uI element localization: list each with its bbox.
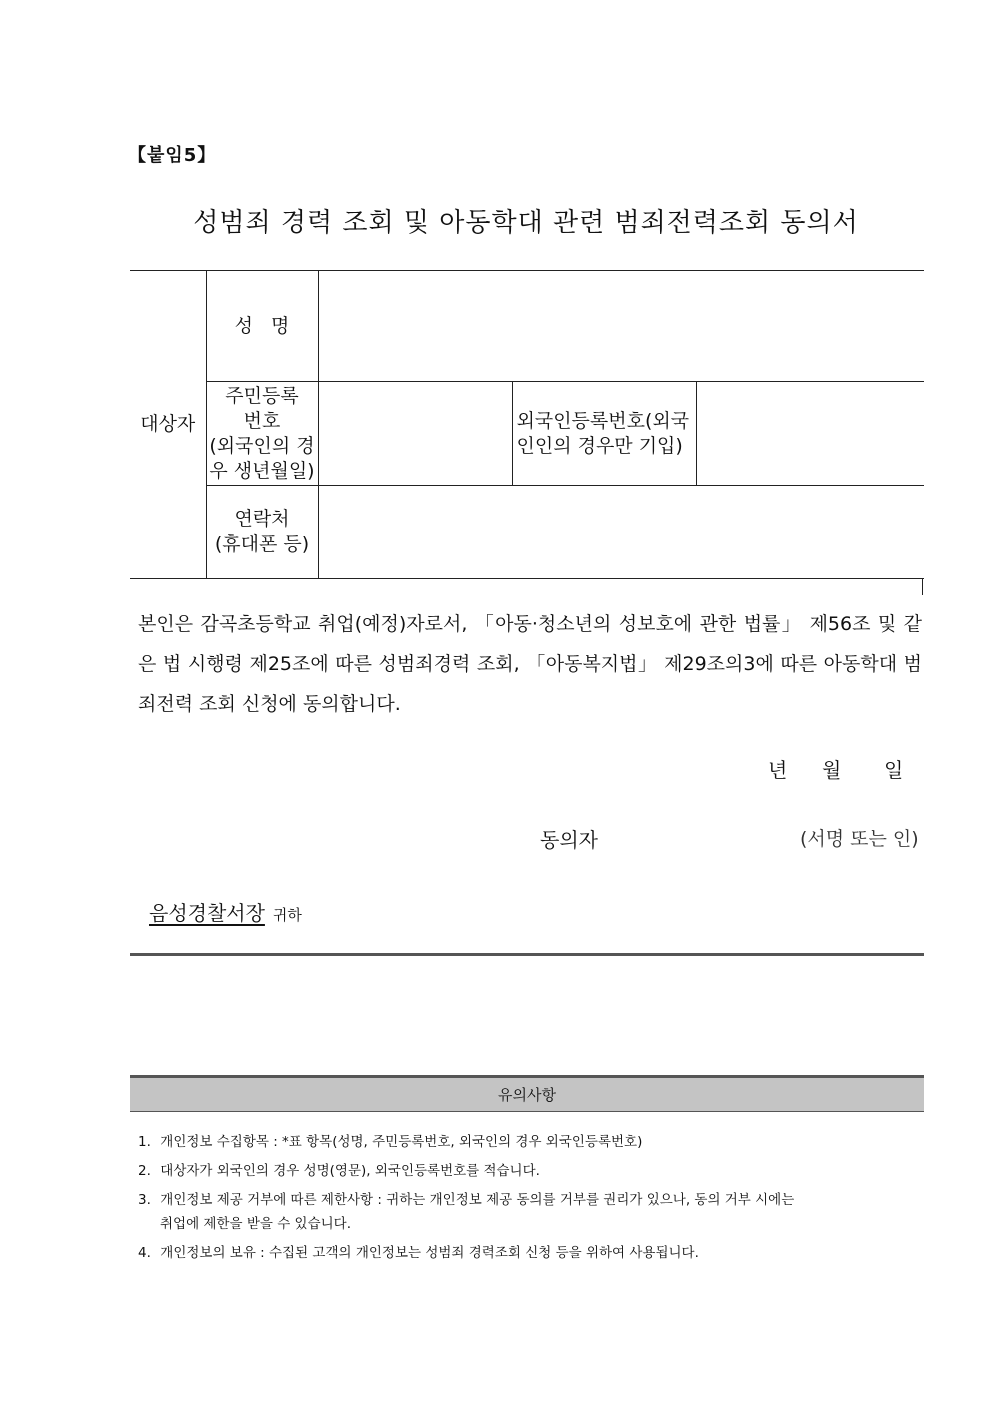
applicant-group-label: 대상자: [130, 271, 206, 579]
note-text: 개인정보 제공 거부에 따른 제한사항 : 귀하는 개인정보 제공 동의를 거부를 권리가 있으나, 동의 거부 시에는: [160, 1192, 795, 1208]
consent-statement: 본인은 감곡초등학교 취업(예정)자로서, 「아동·청소년의 성보호에 관한 법률」 제56조 및 같은 법 시행령 제25조에 따른 성범죄경력 조회, 「아동복지법」 제29조의3에 따른 아동학대 범죄전력 조회 신청에 동의합니다.: [138, 613, 922, 715]
contact-field[interactable]: [318, 486, 924, 579]
note-text-continued: 취업에 제한을 받을 수 있습니다.: [160, 1216, 351, 1232]
foreign-id-label: [512, 382, 696, 486]
attachment-label: 【붙임5】: [128, 145, 217, 166]
date-year-label: 년: [768, 758, 788, 782]
rrn-label-line-3: (외국인의 경: [209, 434, 315, 457]
note-number: 1.: [138, 1134, 151, 1150]
contact-label-line-1: 연락처: [234, 508, 290, 530]
consenter-label: 동의자: [540, 828, 598, 852]
contact-label: [206, 486, 318, 579]
note-item: [138, 1130, 922, 1154]
table-corner-tick: [922, 579, 923, 595]
note-item: [138, 1241, 922, 1265]
recipient-name: 음성경찰서장: [149, 901, 265, 925]
note-text: 개인정보 수집항목 : *표 항목(성명, 주민등록번호, 외국인의 경우 외국인등록번호): [160, 1134, 643, 1150]
section-divider: [130, 953, 924, 956]
note-number: 2.: [138, 1163, 151, 1179]
recipient-suffix: 귀하: [272, 906, 302, 924]
rrn-label: [206, 382, 318, 486]
foreign-id-label-line-2: 인인의 경우만 기입): [516, 434, 683, 457]
rrn-label-line-2: 번호: [243, 409, 281, 432]
name-label: 성 명: [206, 271, 318, 382]
rrn-label-line-1: 주민등록: [225, 384, 299, 407]
foreign-id-field[interactable]: [696, 382, 924, 486]
date-day-label: 일: [884, 758, 904, 782]
notes-header: 유의사항: [130, 1075, 924, 1112]
contact-label-line-2: (휴대폰 등): [214, 533, 310, 555]
foreign-id-label-line-1: 외국인등록번호(외국: [516, 409, 690, 432]
rrn-field[interactable]: [318, 382, 512, 486]
rrn-label-line-4: 우 생년월일): [209, 459, 315, 482]
note-text: 대상자가 외국인의 경우 성명(영문), 외국인등록번호를 적습니다.: [160, 1163, 540, 1179]
applicant-table: [130, 270, 924, 579]
signature-hint: (서명 또는 인): [800, 828, 919, 850]
date-month-label: 월: [822, 758, 842, 782]
note-number: 3.: [138, 1192, 151, 1208]
note-item: [138, 1159, 922, 1183]
document-title: 성범죄 경력 조회 및 아동학대 관련 범죄전력조회 동의서: [193, 208, 859, 238]
notes-list: [138, 1130, 922, 1270]
recipient: [149, 897, 302, 926]
note-text: 개인정보의 보유 : 수집된 고객의 개인정보는 성범죄 경력조회 신청 등을 위하여 사용됩니다.: [160, 1245, 699, 1261]
note-item: [138, 1188, 922, 1236]
note-number: 4.: [138, 1245, 151, 1261]
name-field[interactable]: [318, 271, 924, 382]
